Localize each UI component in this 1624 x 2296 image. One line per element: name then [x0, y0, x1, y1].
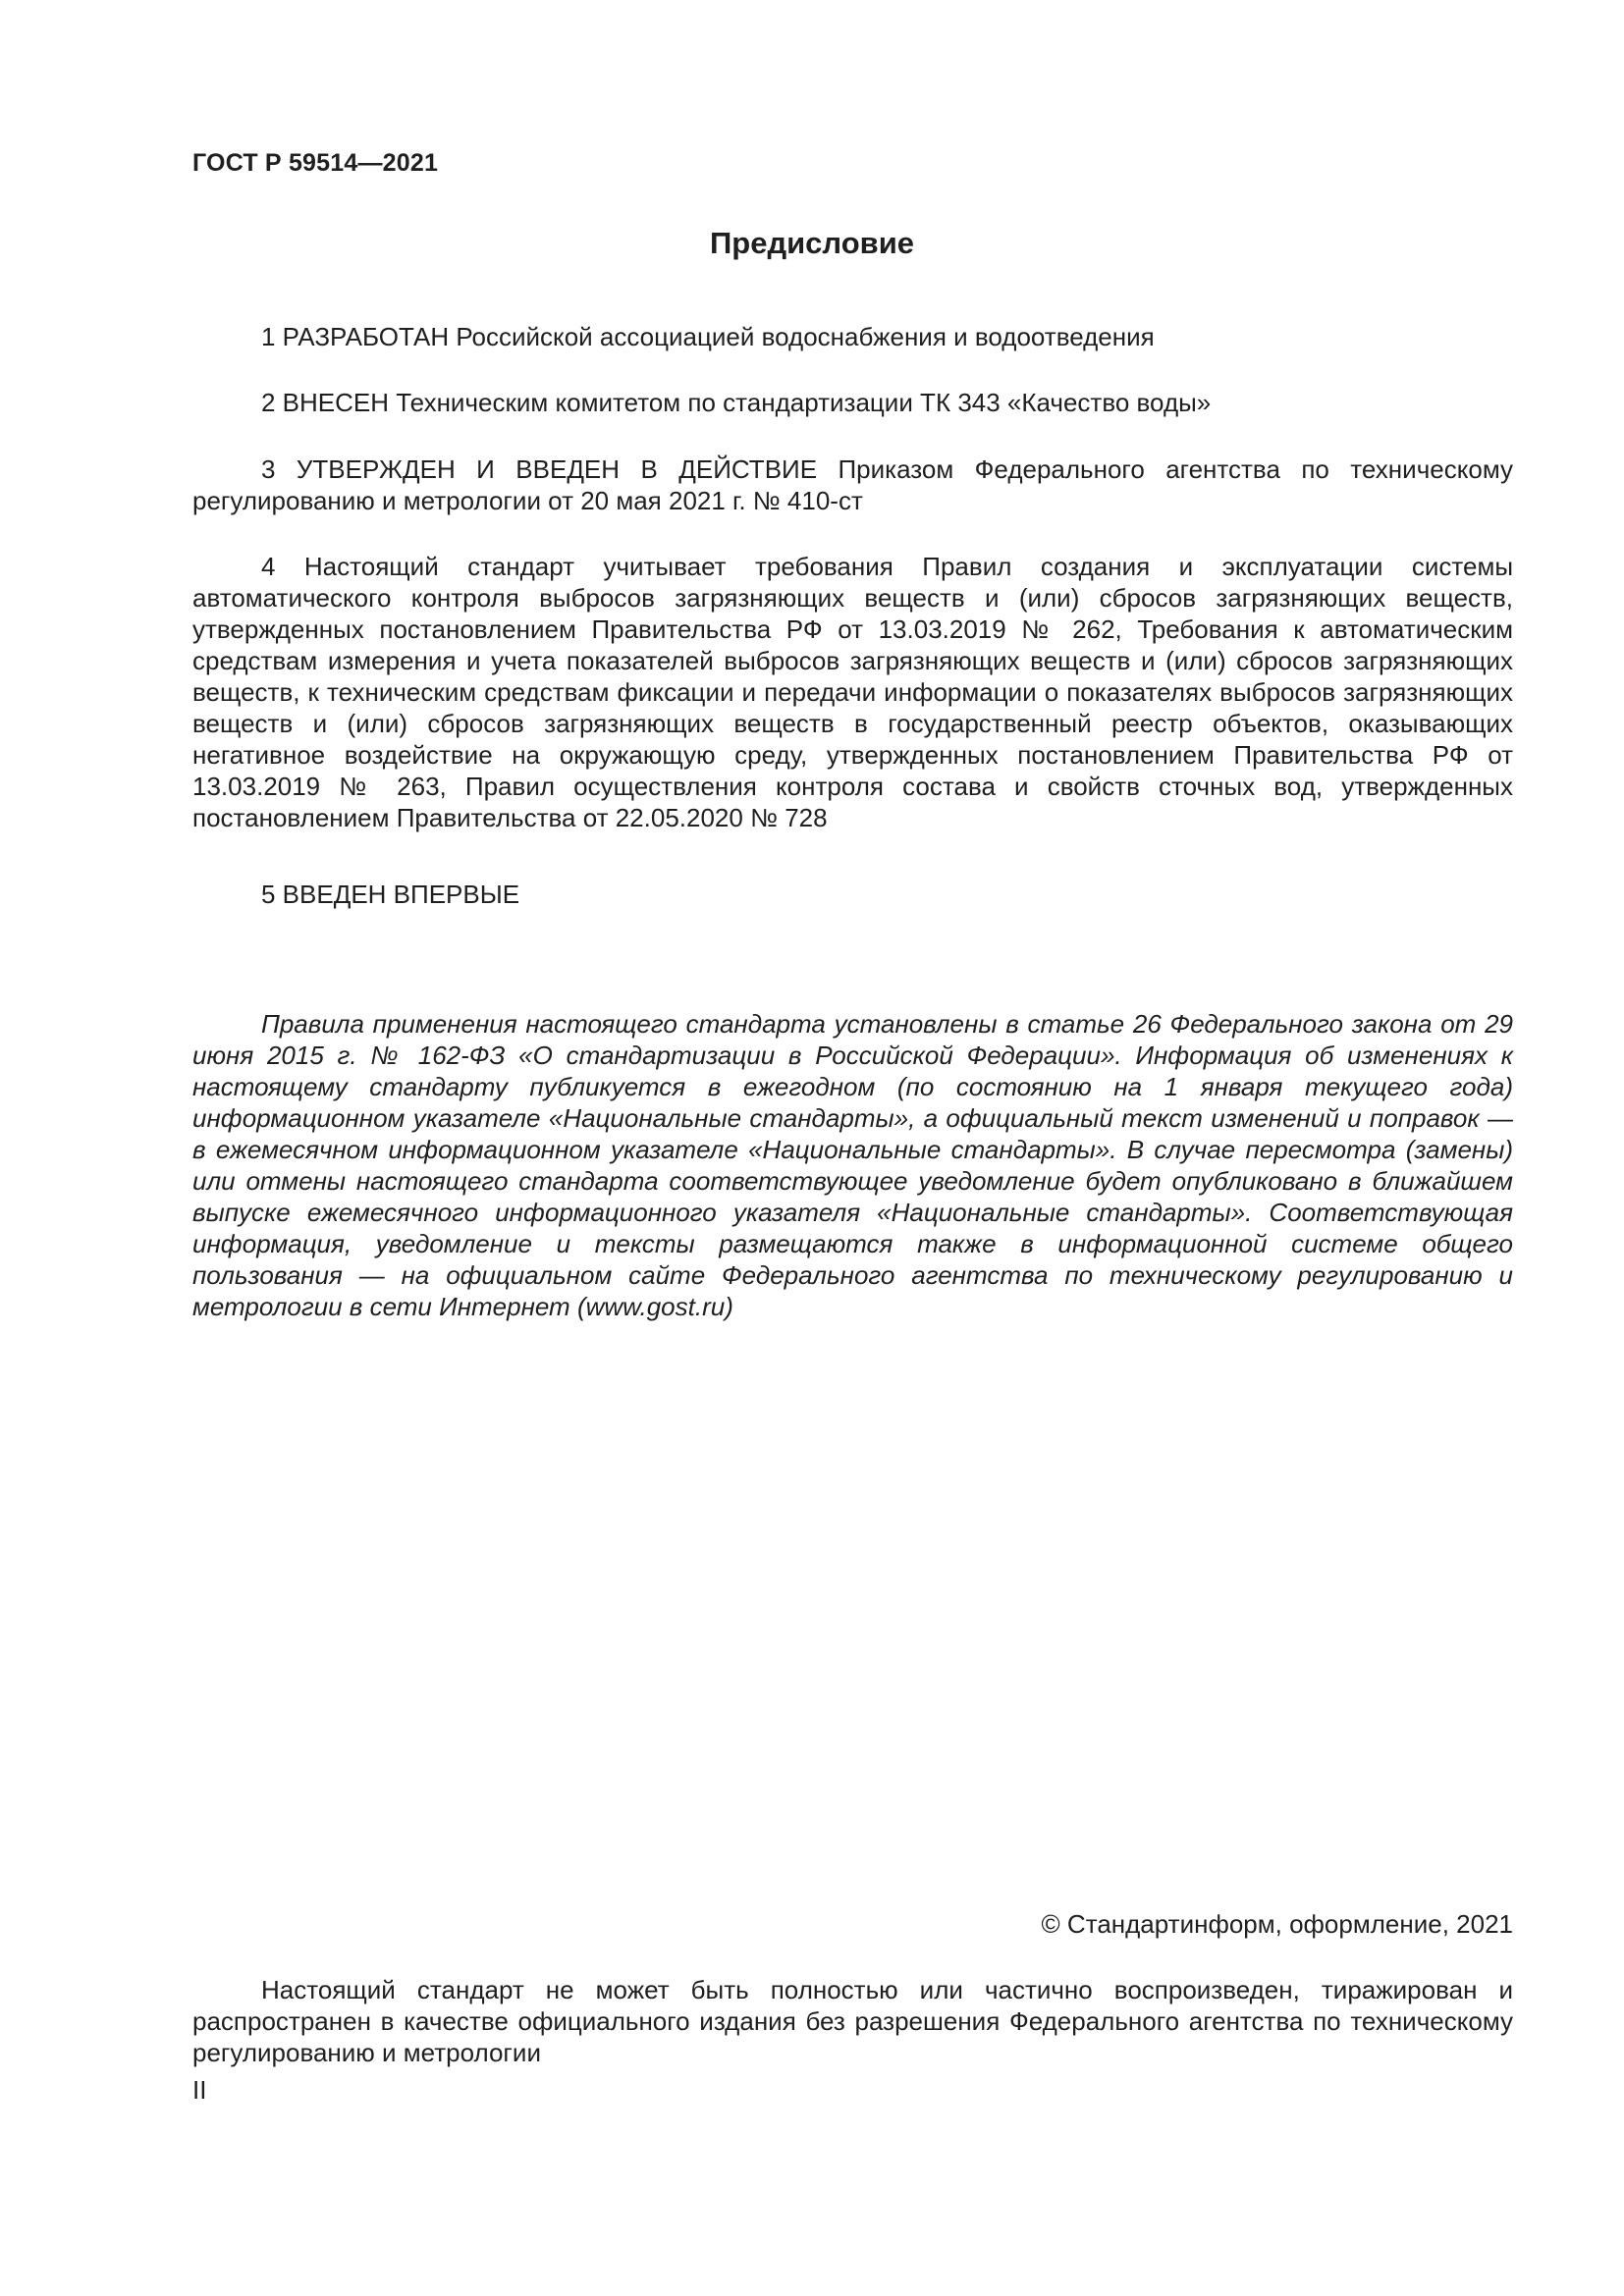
foreword-item-text: 2 ВНЕСЕН Техническим комитетом по стандартизации ТК 343 «Качество воды»: [261, 388, 1212, 417]
foreword-item-text: 3 УТВЕРЖДЕН И ВВЕДЕН В ДЕЙСТВИЕ Приказом Федерального агентства по техническому регулированию и метрологии от 20 мая 2021 г. № 410-ст: [192, 454, 1513, 515]
foreword-item-1: [192, 321, 1513, 352]
notice-text: Правила применения настоящего стандарта установлены в статье 26 Федерального закона от 29 июня 2015 г. № 162-ФЗ «О стандартизации в Российской Федерации». Информация об изменениях к настоящему стандарту публикуется в ежегодном (по состоянию на 1 января текущего года) информационном указателе «Национальные стандарты», а официальный текст изменений и поправок — в ежемесячном информационном указателе «Национальные стандарты». В случае пересмотра (замены) или отмены настоящего стандарта соответствующее уведомление будет опубликовано в ближайшем выпуске ежемесячного информационного указателя «Национальные стандарты». Соответствующая информация, уведомление и тексты размещаются также в информационной системе общего пользования — на официальном сайте Федерального агентства по техническому регулированию и метрологии в сети Интернет (www.gost.ru): [192, 1009, 1513, 1321]
copyright-line: © Стандартинформ, оформление, 2021: [1041, 1909, 1513, 1939]
page-title: Предисловие: [709, 226, 914, 260]
restriction-text: Настоящий стандарт не может быть полностью или частично воспроизведен, тиражирован и распространен в качестве официального издания без разрешения Федерального агентства по техническому регулированию и метрологии: [192, 1975, 1513, 2067]
application-rules-notice: [192, 1008, 1513, 1322]
foreword-item-text: 1 РАЗРАБОТАН Российской ассоциацией водоснабжения и водоотведения: [261, 322, 1155, 351]
foreword-item-2: [192, 387, 1513, 418]
reproduction-restriction: [192, 1974, 1513, 2068]
foreword-item-text: 4 Настоящий стандарт учитывает требования Правил создания и эксплуатации системы автоматического контроля выбросов загрязняющих веществ и (или) сбросов загрязняющих веществ, утвержденных постановлением Правительства РФ от 13.03.2019 № 262, Требования к автоматическим средствам измерения и учета показателей выбросов загрязняющих веществ и (или) сбросов загрязняющих веществ, к техническим средствам фиксации и передачи информации о показателях выбросов загрязняющих веществ и (или) сбросов загрязняющих веществ в государственный реестр объектов, оказывающих негативное воздействие на окружающую среду, утвержденных постановлением Правительства РФ от 13.03.2019 № 263, Правил осуществления контроля состава и свойств сточных вод, утвержденных постановлением Правительства от 22.05.2020 № 728: [192, 552, 1513, 832]
standard-code: ГОСТ Р 59514—2021: [192, 149, 439, 177]
foreword-item-4: [192, 551, 1513, 833]
foreword-item-text: 5 ВВЕДЕН ВПЕРВЫЕ: [261, 880, 520, 909]
page-number: II: [192, 2075, 207, 2105]
foreword-item-3: [192, 454, 1513, 516]
foreword-item-5: [192, 879, 1513, 910]
